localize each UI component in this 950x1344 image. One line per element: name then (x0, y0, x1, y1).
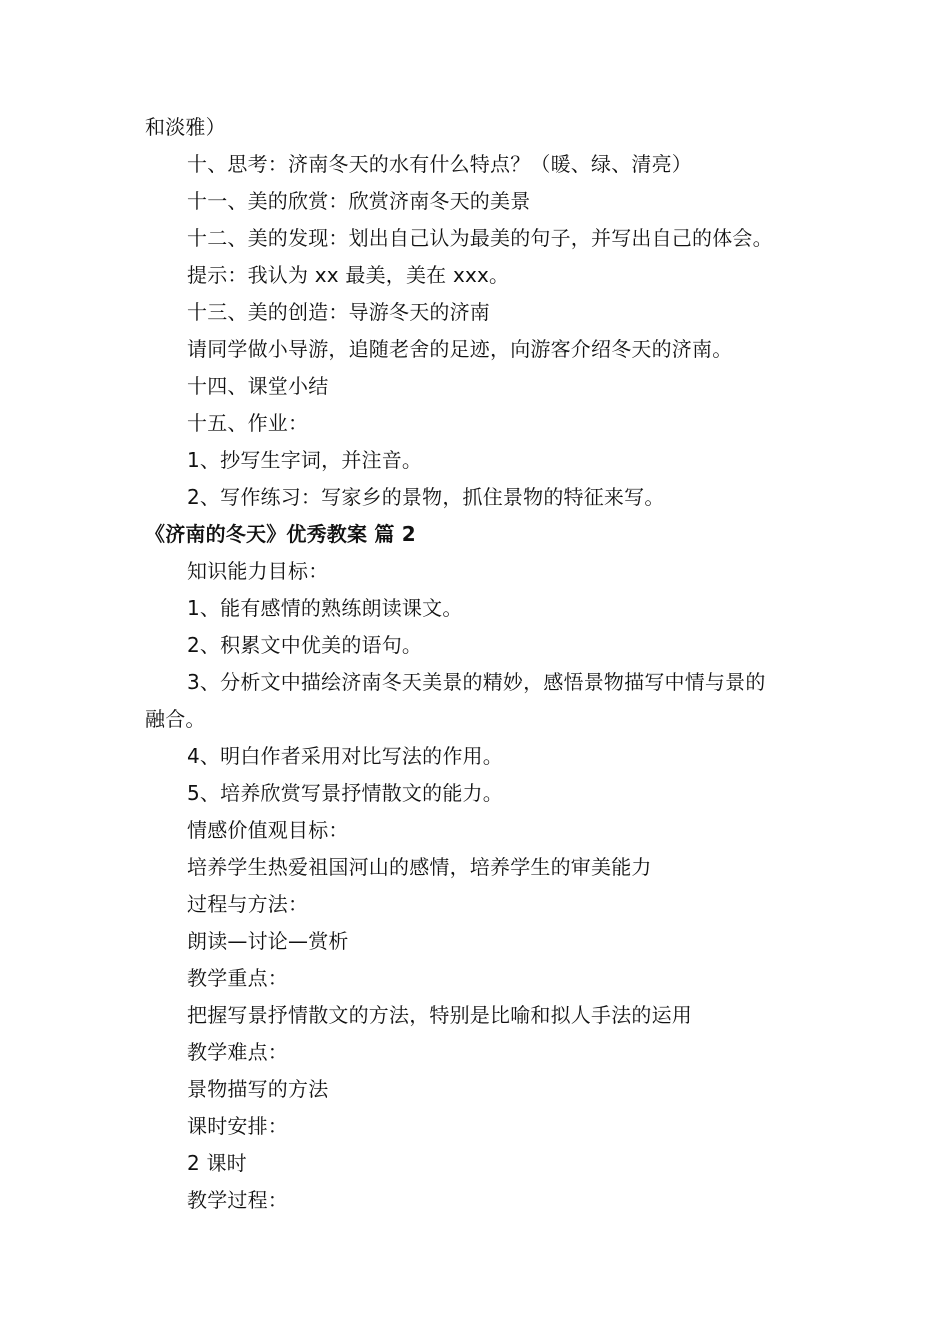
text-line: 十一、美的欣赏：欣赏济南冬天的美景 (187, 189, 531, 213)
text-line: 5、培养欣赏写景抒情散文的能力。 (187, 781, 503, 805)
text-line: 十二、美的发现：划出自己认为最美的句子，并写出自己的体会。 (187, 226, 773, 250)
text-line: 2 课时 (187, 1151, 247, 1175)
text-line: 请同学做小导游，追随老舍的足迹，向游客介绍冬天的济南。 (187, 337, 733, 361)
text-line: 4、明白作者采用对比写法的作用。 (187, 744, 503, 768)
text-line: 十三、美的创造：导游冬天的济南 (187, 300, 490, 324)
text-line: 和淡雅） (145, 115, 226, 139)
section-heading: 《济南的冬天》优秀教案 篇 2 (145, 522, 416, 546)
text-line: 融合。 (145, 707, 206, 731)
text-line: 教学过程： (187, 1188, 288, 1212)
text-line: 教学难点： (187, 1040, 288, 1064)
text-line: 朗读—讨论—赏析 (187, 929, 349, 953)
text-line: 课时安排： (187, 1114, 288, 1138)
text-line: 1、能有感情的熟练朗读课文。 (187, 596, 463, 620)
text-line: 提示：我认为 xx 最美，美在 xxx。 (187, 263, 510, 287)
text-line: 培养学生热爱祖国河山的感情，培养学生的审美能力 (187, 855, 652, 879)
text-line: 十五、作业： (187, 411, 309, 435)
text-line: 十、思考：济南冬天的水有什么特点？（暖、绿、清亮） (187, 152, 692, 176)
text-line: 景物描写的方法 (187, 1077, 329, 1101)
text-line: 情感价值观目标： (187, 818, 349, 842)
text-line: 2、积累文中优美的语句。 (187, 633, 423, 657)
text-line: 1、抄写生字词，并注音。 (187, 448, 423, 472)
text-line: 知识能力目标： (187, 559, 329, 583)
text-line: 把握写景抒情散文的方法，特别是比喻和拟人手法的运用 (187, 1003, 692, 1027)
text-line: 过程与方法： (187, 892, 309, 916)
text-line: 2、写作练习：写家乡的景物，抓住景物的特征来写。 (187, 485, 665, 509)
text-line: 教学重点： (187, 966, 288, 990)
text-line: 3、分析文中描绘济南冬天美景的精妙，感悟景物描写中情与景的 (187, 670, 766, 694)
text-line: 十四、课堂小结 (187, 374, 329, 398)
